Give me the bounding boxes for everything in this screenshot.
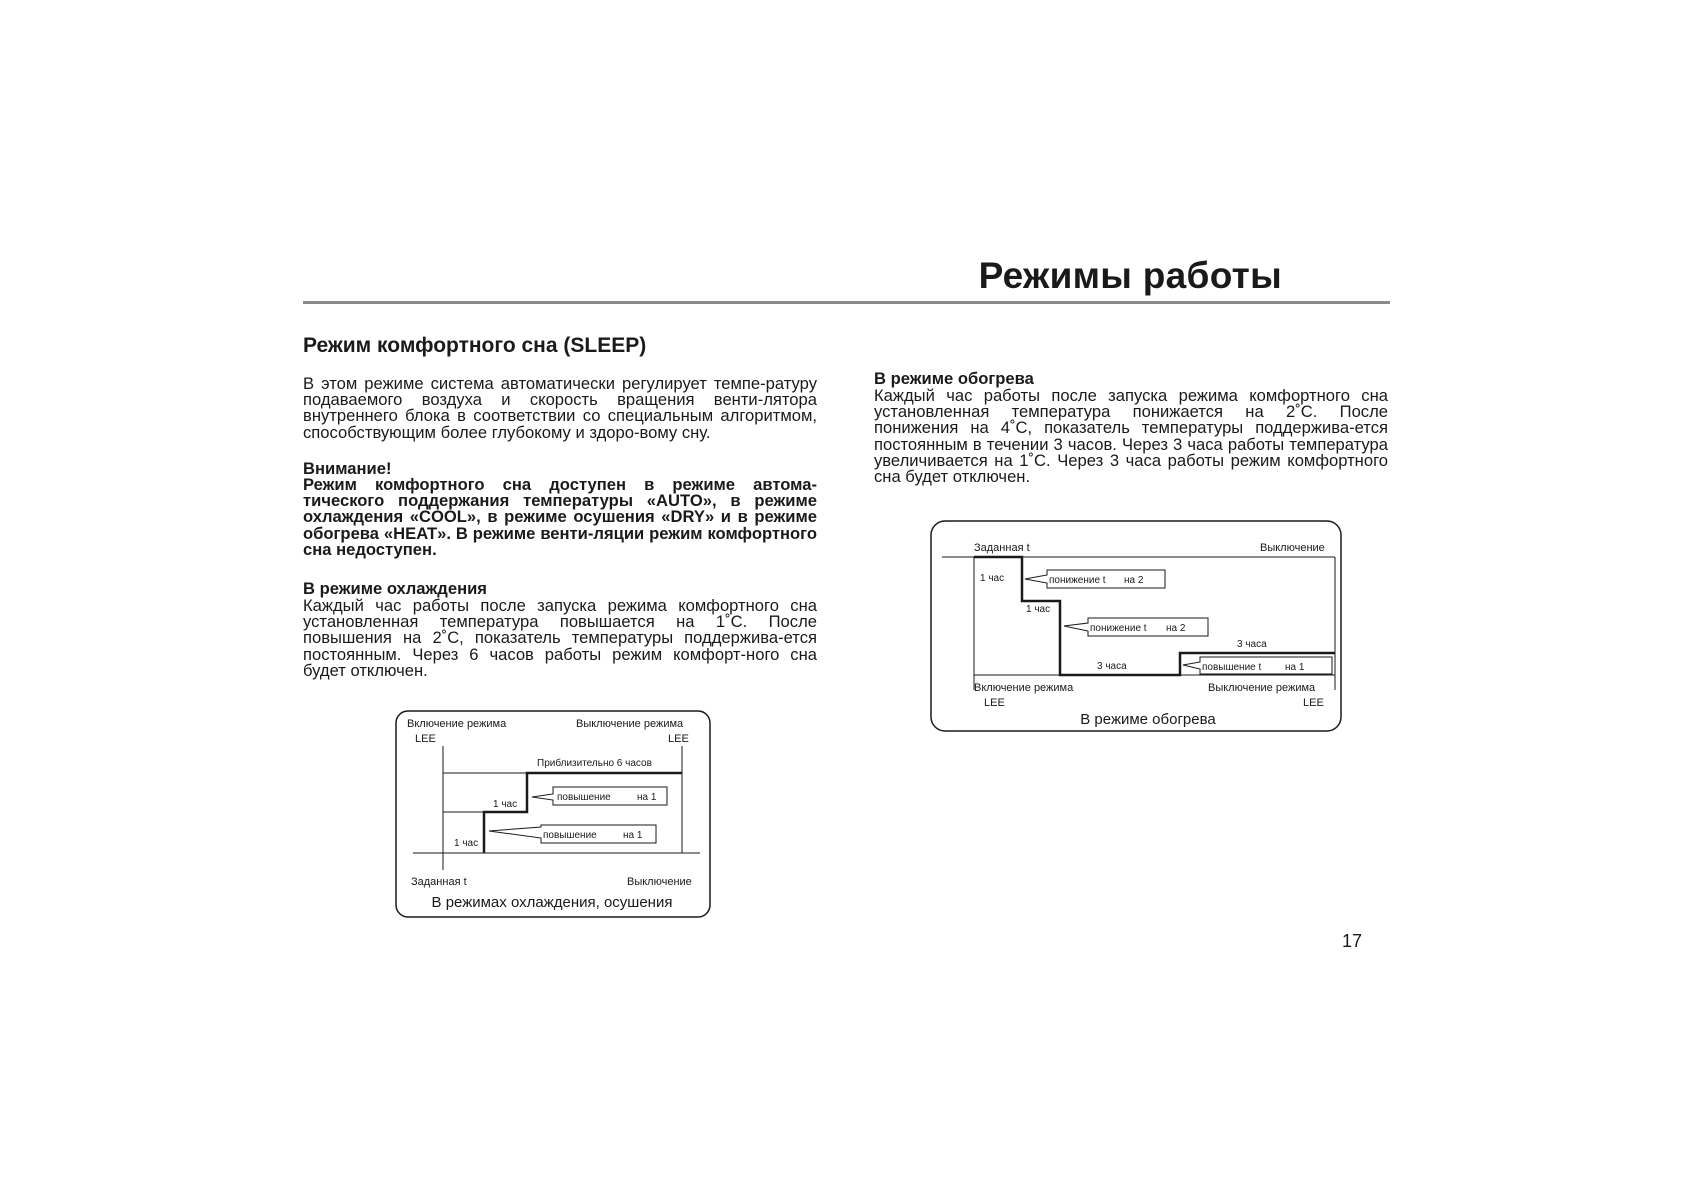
heating-start-sub: LEE bbox=[984, 697, 1005, 709]
cooling-caption: В режимах охлаждения, осушения bbox=[431, 894, 673, 911]
heating-heading: В режиме обогрева bbox=[874, 369, 1034, 388]
intro-paragraph: В этом режиме система автоматически регулирует темпе-ратуру подаваемого воздуха и скорость вращения венти-лятора внутреннего блока в соответствии со специальным алгоритмом, способствующим более глубокому и здоро-вому сну. bbox=[303, 374, 817, 442]
cooling-end-sub: LEE bbox=[668, 733, 689, 745]
section-title: Режим комфортного сна (SLEEP) bbox=[303, 334, 647, 357]
cooling-start-label: Включение режима bbox=[407, 718, 507, 730]
heating-end-sub: LEE bbox=[1303, 697, 1324, 709]
heating-rise-value: на 1 bbox=[1285, 662, 1305, 673]
right-column bbox=[874, 370, 1388, 485]
heating-diagram-svg bbox=[930, 520, 1350, 735]
heating-end-label: Выключение режима bbox=[1208, 682, 1316, 694]
title-divider bbox=[303, 301, 1390, 304]
cooling-rise2-value: на 1 bbox=[637, 792, 657, 803]
warning-title: Внимание! bbox=[303, 458, 392, 478]
heating-diagram bbox=[930, 520, 1350, 735]
cooling-rise1-value: на 1 bbox=[623, 830, 643, 841]
heating-drop2-value: на 2 bbox=[1166, 623, 1186, 634]
heating-start-label: Включение режима bbox=[974, 682, 1074, 694]
heating-off-label: Выключение bbox=[1260, 542, 1325, 554]
heating-hour2-label: 1 час bbox=[1026, 604, 1051, 615]
page-number: 17 bbox=[1342, 931, 1363, 951]
heating-drop1-value: на 2 bbox=[1124, 575, 1144, 586]
cooling-off-label: Выключение bbox=[627, 876, 692, 888]
heating-hour1-label: 1 час bbox=[980, 573, 1005, 584]
heating-drop1-label: понижение t bbox=[1049, 575, 1106, 586]
heating-caption: В режиме обогрева bbox=[1080, 711, 1216, 728]
heating-hours3-a-label: 3 часа bbox=[1097, 661, 1127, 672]
cooling-rise1-label: повышение bbox=[543, 830, 597, 841]
heating-drop2-label: понижение t bbox=[1090, 623, 1147, 634]
warning-paragraph: Режим комфортного сна доступен в режиме автома-тического поддержания температуры «AUTO», в режиме охлаждения «COOL», в режиме осушения «DRY» и в режиме обогрева «HEAT». В режиме венти-ляции режим комфортного сна недоступен. bbox=[303, 475, 817, 559]
heating-paragraph: Каждый час работы после запуска режима комфортного сна установленная температура понижается на 2˚С. После понижения на 4˚С, показатель температуры поддержива-ется постоянным в течении 3 часов. Через 3 часа работы температура увеличивается на 1˚С. Через 3 часа работы режим комфортного сна будет отключен. bbox=[874, 386, 1388, 487]
cooling-approx-label: Приблизительно 6 часов bbox=[537, 758, 652, 769]
page-title: Режимы работы bbox=[978, 255, 1282, 296]
left-column bbox=[303, 334, 817, 679]
heating-rise-label: повышение t bbox=[1202, 662, 1262, 673]
cooling-end-label: Выключение режима bbox=[576, 718, 684, 730]
cooling-hour1-label: 1 час bbox=[454, 838, 479, 849]
cooling-rise2-label: повышение bbox=[557, 792, 611, 803]
cooling-heading: В режиме охлаждения bbox=[303, 579, 487, 599]
cooling-diagram-svg bbox=[395, 710, 715, 920]
heating-set-t-label: Заданная t bbox=[974, 542, 1030, 554]
cooling-start-sub: LEE bbox=[415, 733, 436, 745]
cooling-diagram bbox=[395, 710, 715, 920]
heating-hours3-b-label: 3 часа bbox=[1237, 639, 1267, 650]
cooling-paragraph: Каждый час работы после запуска режима комфортного сна установленная температура повышается на 1˚С. После повышения на 2˚С, показатель температуры поддержива-ется постоянным. Через 6 часов работы режим комфорт-ного сна будет отключен. bbox=[303, 596, 817, 680]
cooling-set-t-label: Заданная t bbox=[411, 876, 467, 888]
cooling-hour2-label: 1 час bbox=[493, 799, 518, 810]
